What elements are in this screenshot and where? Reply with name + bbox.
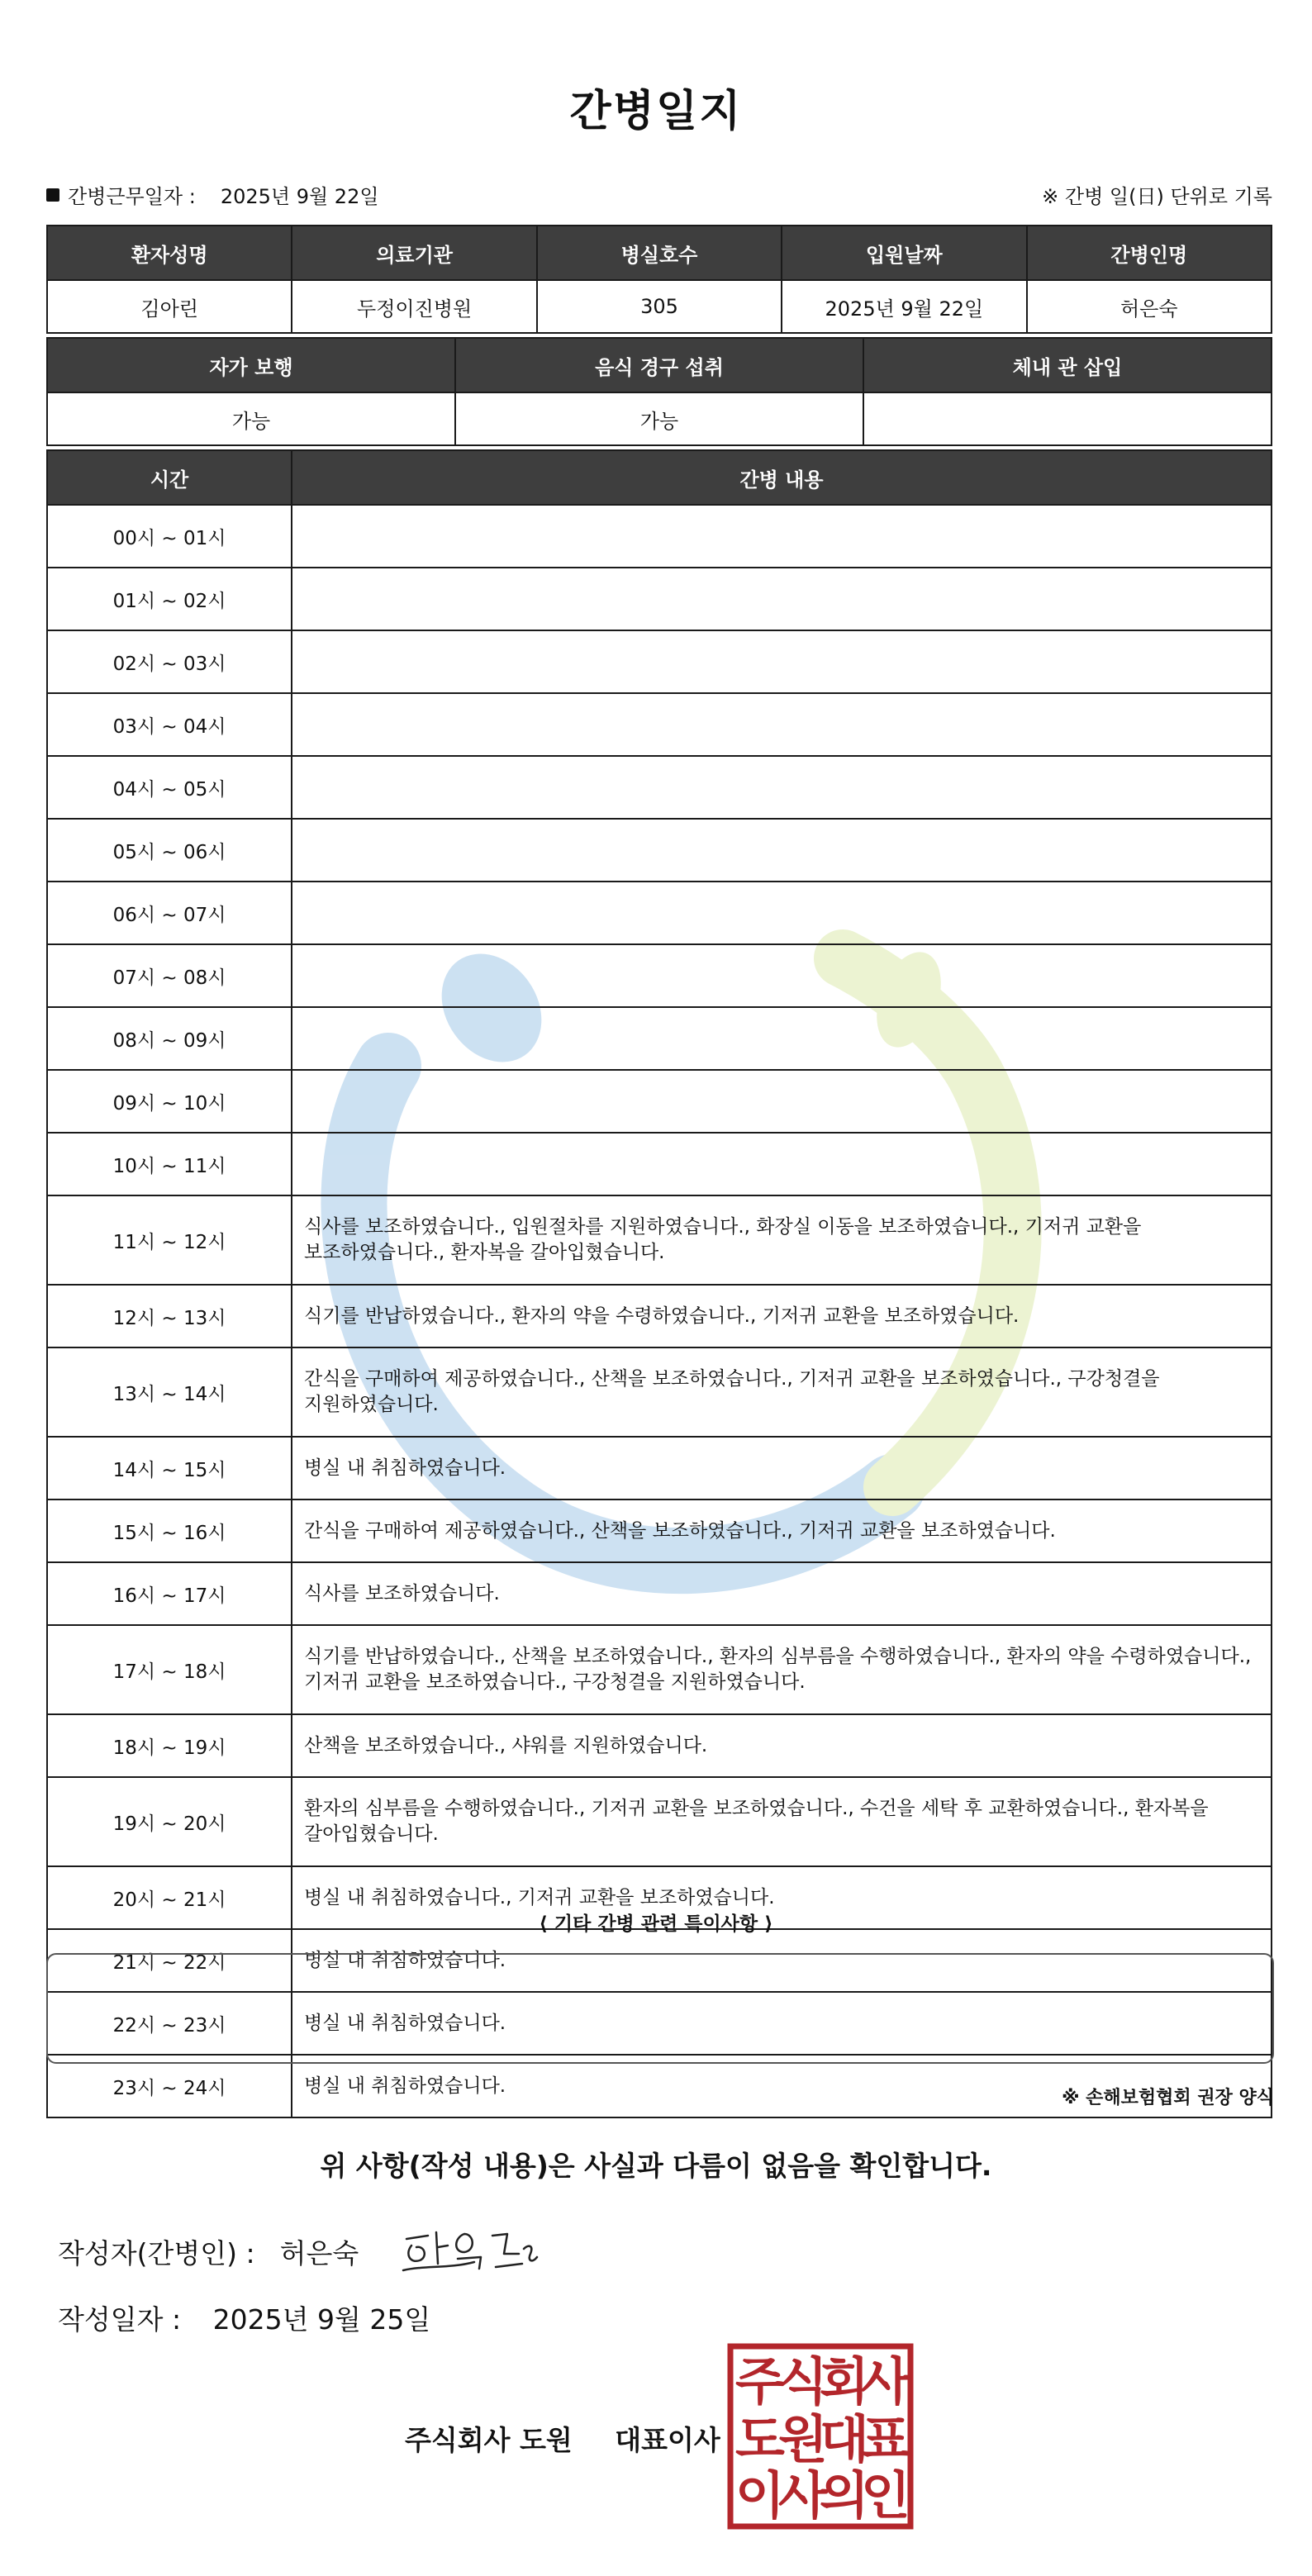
svg-text:이: 이 bbox=[735, 2465, 785, 2526]
written-date-row bbox=[58, 2298, 430, 2337]
admission-date: 2025년 9월 22일 bbox=[782, 280, 1026, 333]
svg-text:원: 원 bbox=[778, 2409, 828, 2469]
confirmation-statement: 위 사항(작성 내용)은 사실과 다름이 없음을 확인합니다. bbox=[320, 2150, 992, 2182]
table-row bbox=[47, 1070, 1272, 1133]
written-date-value: 2025년 9월 25일 bbox=[212, 2303, 431, 2336]
table-row bbox=[47, 1714, 1272, 1777]
header-admission-date: 입원날짜 bbox=[782, 226, 1026, 280]
svg-text:도: 도 bbox=[735, 2409, 785, 2469]
writer-name: 허은숙 bbox=[279, 2237, 359, 2269]
caregiver-name: 허은숙 bbox=[1027, 280, 1272, 333]
special-notes-box bbox=[46, 1953, 1274, 2064]
writer-label: 작성자(간병인) : bbox=[58, 2237, 255, 2269]
bullet-square-icon bbox=[46, 188, 59, 202]
header-hospital: 의료기관 bbox=[292, 226, 536, 280]
care-content: 병실 내 취침하였습니다. bbox=[292, 2055, 1272, 2117]
table-row bbox=[47, 882, 1272, 944]
svg-text:회: 회 bbox=[820, 2351, 869, 2412]
svg-text:인: 인 bbox=[861, 2465, 910, 2526]
header-oral-intake: 음식 경구 섭취 bbox=[455, 338, 863, 392]
care-content: 간식을 구매하여 제공하였습니다., 산책을 보조하였습니다., 기저귀 교환을 보조하였습니다., 구강청결을 지원하였습니다. bbox=[292, 1347, 1272, 1437]
time-slot: 13시 ~ 14시 bbox=[47, 1347, 292, 1437]
care-content: 식사를 보조하였습니다., 입원절차를 지원하였습니다., 화장실 이동을 보조하였습니다., 기저귀 교환을 보조하였습니다., 환자복을 갈아입혔습니다. bbox=[292, 1195, 1272, 1285]
care-content bbox=[292, 568, 1272, 630]
care-content: 간식을 구매하여 제공하였습니다., 산책을 보조하였습니다., 기저귀 교환을 보조하였습니다. bbox=[292, 1499, 1272, 1562]
table-row bbox=[47, 505, 1272, 568]
company-name: 주식회사 도원 bbox=[405, 2424, 573, 2456]
writer-row bbox=[58, 2232, 359, 2271]
care-log-table bbox=[46, 449, 1272, 2118]
table-row bbox=[47, 1195, 1272, 1285]
table-row bbox=[47, 1777, 1272, 1866]
table-row bbox=[47, 1625, 1272, 1714]
care-content bbox=[292, 819, 1272, 882]
time-slot: 04시 ~ 05시 bbox=[47, 756, 292, 819]
time-slot: 22시 ~ 23시 bbox=[47, 1992, 292, 2055]
header-patient-name: 환자성명 bbox=[47, 226, 292, 280]
care-content bbox=[292, 1070, 1272, 1133]
work-date-row bbox=[46, 180, 1272, 213]
time-slot: 23시 ~ 24시 bbox=[47, 2055, 292, 2117]
work-date-value: 2025년 9월 22일 bbox=[220, 185, 379, 208]
header-time: 시간 bbox=[47, 450, 292, 505]
time-slot: 08시 ~ 09시 bbox=[47, 1007, 292, 1070]
record-unit-note: ※ 간병 일(日) 단위로 기록 bbox=[1042, 185, 1272, 208]
svg-text:사: 사 bbox=[778, 2465, 828, 2526]
patient-info-table bbox=[46, 225, 1272, 334]
header-care-content: 간병 내용 bbox=[292, 450, 1272, 505]
patient-name: 김아린 bbox=[47, 280, 292, 333]
svg-text:사: 사 bbox=[861, 2351, 910, 2412]
special-notes-title: ⟨ 기타 간병 관련 특이사항 ⟩ bbox=[539, 1913, 773, 1935]
svg-text:주: 주 bbox=[735, 2351, 785, 2412]
care-content bbox=[292, 693, 1272, 756]
table-row bbox=[47, 944, 1272, 1007]
care-content: 식사를 보조하였습니다. bbox=[292, 1562, 1272, 1625]
table-row bbox=[47, 819, 1272, 882]
written-date-label: 작성일자 : bbox=[58, 2303, 182, 2336]
time-slot: 21시 ~ 22시 bbox=[47, 1929, 292, 1992]
time-slot: 14시 ~ 15시 bbox=[47, 1437, 292, 1499]
header-self-walking: 자가 보행 bbox=[47, 338, 455, 392]
time-slot: 00시 ~ 01시 bbox=[47, 505, 292, 568]
company-seal-stamp bbox=[727, 2343, 914, 2530]
table-row bbox=[47, 1562, 1272, 1625]
recommend-form-note: ※ 손해보험협회 권장 양식 bbox=[1062, 2088, 1274, 2108]
care-content: 병실 내 취침하였습니다. bbox=[292, 1929, 1272, 1992]
time-slot: 18시 ~ 19시 bbox=[47, 1714, 292, 1777]
care-content: 식기를 반납하였습니다., 산책을 보조하였습니다., 환자의 심부름을 수행하였습니다., 환자의 약을 수령하였습니다., 기저귀 교환을 보조하였습니다., 구강청결을 지원하였습니다. bbox=[292, 1625, 1272, 1714]
table-row bbox=[47, 568, 1272, 630]
time-slot: 03시 ~ 04시 bbox=[47, 693, 292, 756]
table-row bbox=[47, 756, 1272, 819]
care-content bbox=[292, 1007, 1272, 1070]
time-slot: 01시 ~ 02시 bbox=[47, 568, 292, 630]
header-tube-insertion: 체내 관 삽입 bbox=[863, 338, 1272, 392]
time-slot: 09시 ~ 10시 bbox=[47, 1070, 292, 1133]
time-slot: 19시 ~ 20시 bbox=[47, 1777, 292, 1866]
table-row bbox=[47, 1437, 1272, 1499]
svg-text:대: 대 bbox=[820, 2409, 869, 2469]
company-line bbox=[405, 2419, 720, 2458]
time-slot: 17시 ~ 18시 bbox=[47, 1625, 292, 1714]
care-content: 병실 내 취침하였습니다., 기저귀 교환을 보조하였습니다. bbox=[292, 1866, 1272, 1929]
care-content: 병실 내 취침하였습니다. bbox=[292, 1437, 1272, 1499]
care-content: 환자의 심부름을 수행하였습니다., 기저귀 교환을 보조하였습니다., 수건을 세탁 후 교환하였습니다., 환자복을 갈아입혔습니다. bbox=[292, 1777, 1272, 1866]
svg-text:의: 의 bbox=[820, 2465, 869, 2526]
work-date-label: 간병근무일자 : bbox=[68, 185, 196, 208]
care-content bbox=[292, 505, 1272, 568]
svg-text:표: 표 bbox=[861, 2409, 910, 2469]
time-slot: 16시 ~ 17시 bbox=[47, 1562, 292, 1625]
time-slot: 11시 ~ 12시 bbox=[47, 1195, 292, 1285]
handwritten-signature bbox=[400, 2221, 540, 2279]
table-row bbox=[47, 1285, 1272, 1347]
table-row bbox=[47, 693, 1272, 756]
header-caregiver-name: 간병인명 bbox=[1027, 226, 1272, 280]
table-row bbox=[47, 1499, 1272, 1562]
table-row bbox=[47, 1347, 1272, 1437]
care-content bbox=[292, 1133, 1272, 1195]
header-room-number: 병실호수 bbox=[537, 226, 782, 280]
time-slot: 20시 ~ 21시 bbox=[47, 1866, 292, 1929]
time-slot: 15시 ~ 16시 bbox=[47, 1499, 292, 1562]
oral-intake-value: 가능 bbox=[455, 392, 863, 445]
care-content bbox=[292, 630, 1272, 693]
page-title: 간병일지 bbox=[569, 87, 743, 136]
svg-text:식: 식 bbox=[778, 2351, 828, 2412]
patient-ability-table bbox=[46, 337, 1272, 446]
table-row bbox=[47, 1133, 1272, 1195]
self-walking-value: 가능 bbox=[47, 392, 455, 445]
care-content: 산책을 보조하였습니다., 샤워를 지원하였습니다. bbox=[292, 1714, 1272, 1777]
tube-insertion-value bbox=[863, 392, 1272, 445]
time-slot: 12시 ~ 13시 bbox=[47, 1285, 292, 1347]
time-slot: 07시 ~ 08시 bbox=[47, 944, 292, 1007]
hospital-name: 두정이진병원 bbox=[292, 280, 536, 333]
company-title: 대표이사 bbox=[615, 2424, 720, 2456]
care-content: 식기를 반납하였습니다., 환자의 약을 수령하였습니다., 기저귀 교환을 보조하였습니다. bbox=[292, 1285, 1272, 1347]
care-content bbox=[292, 882, 1272, 944]
care-content bbox=[292, 944, 1272, 1007]
time-slot: 05시 ~ 06시 bbox=[47, 819, 292, 882]
care-content: 병실 내 취침하였습니다. bbox=[292, 1992, 1272, 2055]
table-row bbox=[47, 1007, 1272, 1070]
table-row bbox=[47, 630, 1272, 693]
care-content bbox=[292, 756, 1272, 819]
time-slot: 02시 ~ 03시 bbox=[47, 630, 292, 693]
time-slot: 10시 ~ 11시 bbox=[47, 1133, 292, 1195]
room-number: 305 bbox=[537, 280, 782, 333]
time-slot: 06시 ~ 07시 bbox=[47, 882, 292, 944]
